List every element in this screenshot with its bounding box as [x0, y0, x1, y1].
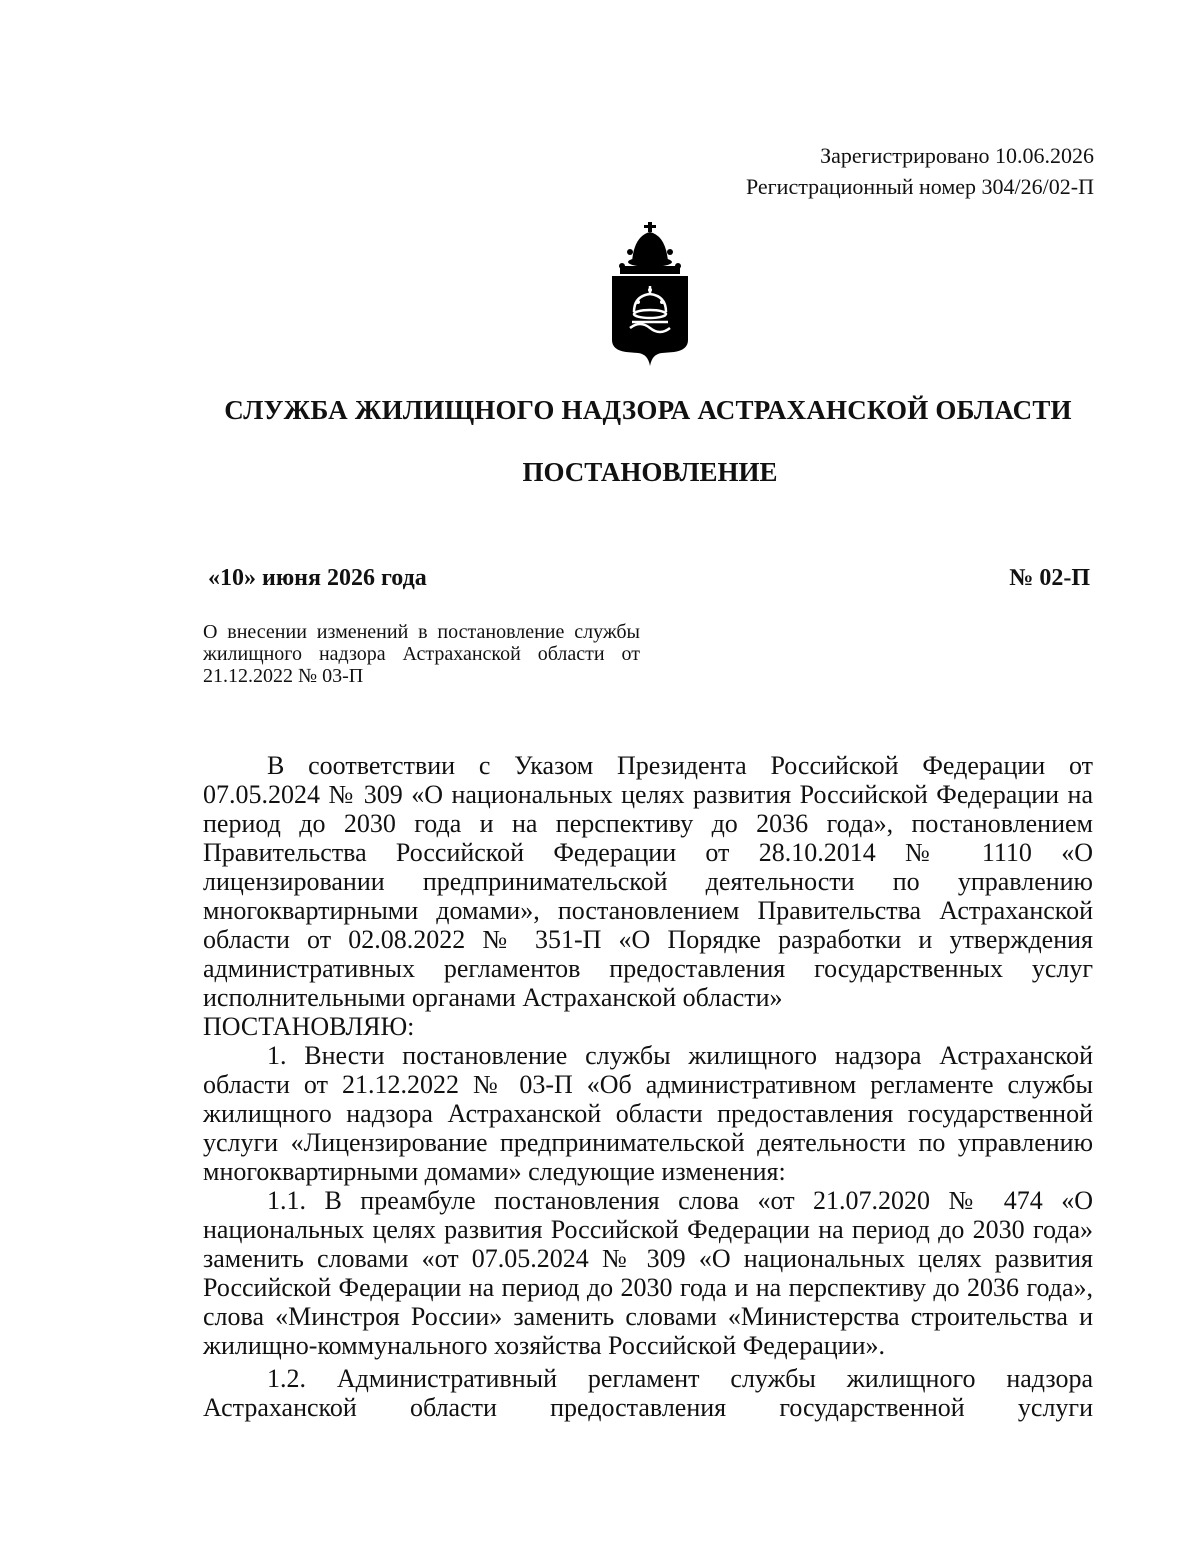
document-type: ПОСТАНОВЛЕНИЕ	[522, 457, 778, 487]
document-date: «10» июня 2026 года	[208, 565, 427, 591]
preamble-paragraph: В соответствии с Указом Президента Российской Федерации от 07.05.2024 № 309 «О национальных целях развития Российской Федерации на период до 2030 года и на перспективу до 2036 года», постановлением Правительства Российской Федерации от 28.10.2014 № 1110 «О лицензировании предпринимательской деятельности по управлению многоквартирными домами», постановлением Правительства Астраханской области от 02.08.2022 № 351-П «О Порядке разработки и утверждения административных регламентов предоставления государственных услуг исполнительными органами Астраханской области»	[203, 751, 1093, 1012]
document-number: № 02-П	[1009, 565, 1090, 591]
resolve-heading: ПОСТАНОВЛЯЮ:	[203, 1012, 415, 1041]
registration-number: Регистрационный номер 304/26/02-П	[745, 174, 1094, 199]
item-1-paragraph: 1. Внести постановление службы жилищного надзора Астраханской области от 21.12.2022 № 03-П «Об административном регламенте службы жилищного надзора Астраханской области предоставления государственной услуги «Лицензирование предпринимательской деятельности по управлению многоквартирными домами» следующие изменения:	[203, 1041, 1093, 1186]
agency-title: СЛУЖБА ЖИЛИЩНОГО НАДЗОРА АСТРАХАНСКОЙ ОБЛАСТИ	[224, 395, 1072, 425]
item-1-2-paragraph: 1.2. Административный регламент службы жилищного надзора Астраханской области предоставления государственной услуги	[203, 1364, 1093, 1422]
registration-date: Зарегистрировано 10.06.2026	[820, 143, 1094, 168]
document-body	[203, 751, 1093, 1422]
item-1-1-paragraph: 1.1. В преамбуле постановления слова «от 21.07.2020 № 474 «О национальных целях развития Российской Федерации на период до 2030 года» заменить словами «от 07.05.2024 № 309 «О национальных целях развития Российской Федерации на период до 2030 года и на перспективу до 2036 года», слова «Минстроя России» заменить словами «Министерства строительства и жилищно-коммунального хозяйства Российской Федерации».	[203, 1186, 1093, 1360]
astrakhan-coat-of-arms-icon	[608, 222, 692, 368]
registration-stamp	[746, 140, 1094, 202]
document-subject: О внесении изменений в постановление службы жилищного надзора Астраханской области от 21.12.2022 № 03-П	[203, 621, 640, 687]
